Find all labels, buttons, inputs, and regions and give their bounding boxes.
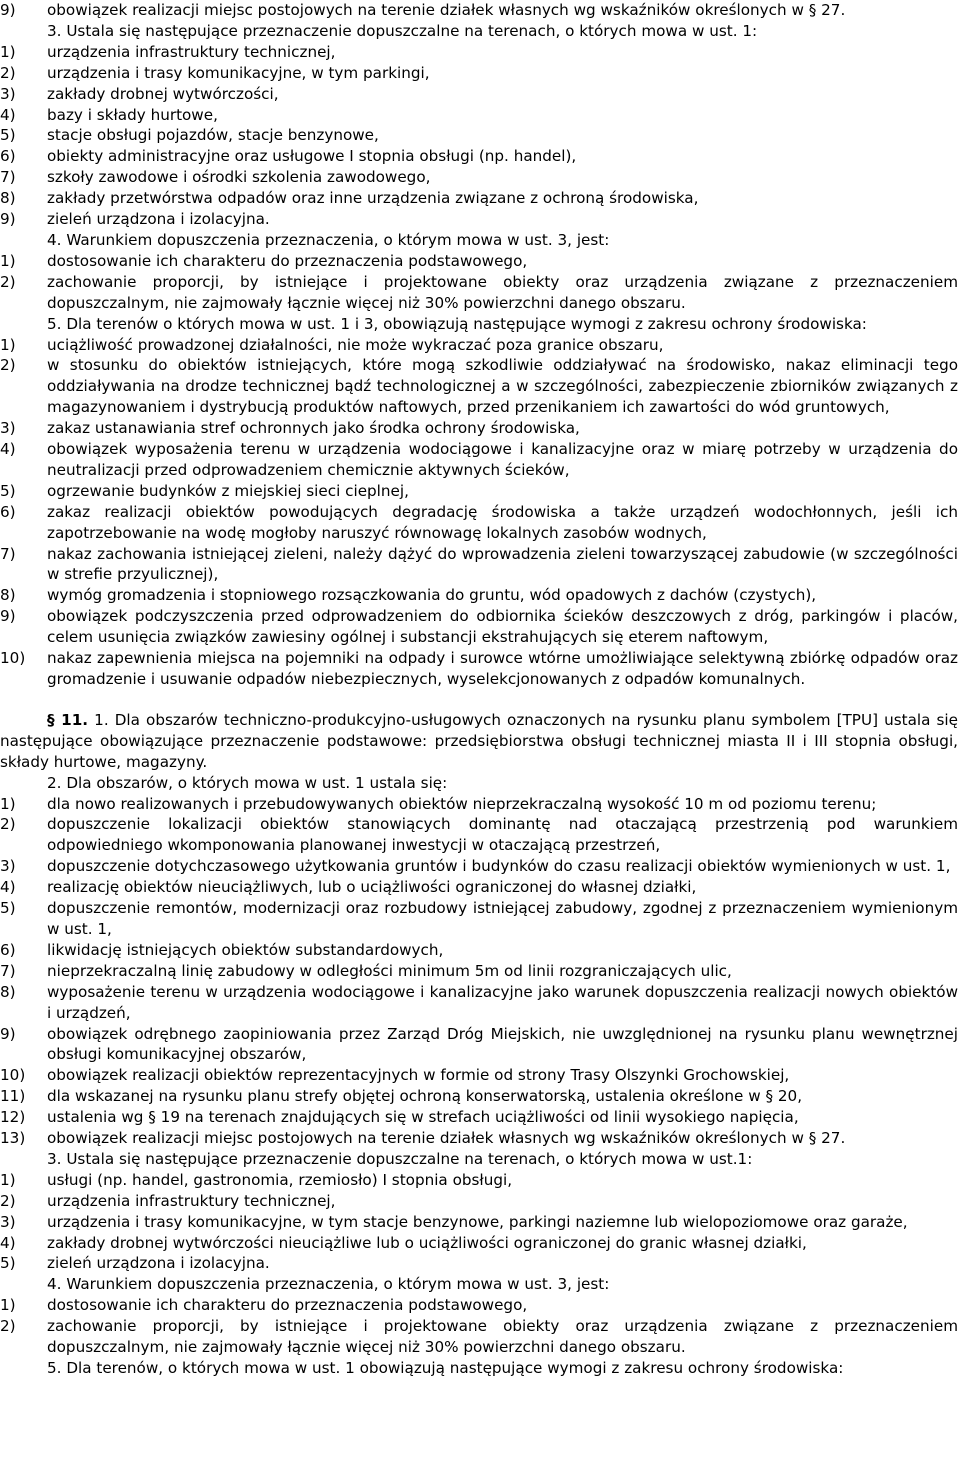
list-item-text: wyposażenie terenu w urządzenia wodociągowe i kanalizacyjne jako warunek dopuszczenia realizacji nowych obiektów i urządzeń, xyxy=(47,982,958,1022)
list-item-number: 4) xyxy=(0,105,16,124)
list-item-text: dopuszczenie lokalizacji obiektów stanowiących dominantę nad otaczającą przestrzenią pod warunkiem odpowiedniego wkomponowania planowanej inwestycji w otaczającą przestrzeń, xyxy=(47,815,958,855)
list-item xyxy=(0,481,958,502)
list-item-number: 7) xyxy=(0,961,16,980)
list-item xyxy=(0,418,958,439)
list-item xyxy=(0,272,958,314)
list-item xyxy=(0,940,958,961)
paragraph: 2. Dla obszarów, o których mowa w ust. 1 ustala się: xyxy=(47,773,448,792)
list-item xyxy=(0,502,958,544)
paragraph: 4. Warunkiem dopuszczenia przeznaczenia, o którym mowa w ust. 3, jest: xyxy=(47,1275,610,1294)
list-item-number: 6) xyxy=(0,502,16,521)
list-item-text: obowiązek realizacji miejsc postojowych na terenie działek własnych wg wskaźników określonych w § 27. xyxy=(47,1129,846,1148)
list-item xyxy=(0,188,958,209)
list-item-text: zakaz ustanawiania stref ochronnych jako środka ochrony środowiska, xyxy=(47,419,580,438)
list-item-number: 6) xyxy=(0,940,16,959)
list-item-text: urządzenia i trasy komunikacyjne, w tym stacje benzynowe, parkingi naziemne lub wielopoziomowe oraz garaże, xyxy=(47,1212,908,1231)
paragraph: 3. Ustala się następujące przeznaczenie dopuszczalne na terenach, o których mowa w ust. 1: xyxy=(47,21,758,40)
list-item-number: 1) xyxy=(0,251,16,270)
list-item-text: realizację obiektów nieuciążliwych, lub o uciążliwości ograniczonej do własnej działki, xyxy=(47,878,697,897)
list-item-text: urządzenia infrastruktury technicznej, xyxy=(47,42,336,61)
list-item xyxy=(0,439,958,481)
list-item-text: dopuszczenie remontów, modernizacji oraz rozbudowy istniejącej zabudowy, zgodnej z przeznaczeniem wymienionym w ust. 1, xyxy=(47,899,958,938)
list-item xyxy=(0,1065,958,1086)
list-item-number: 7) xyxy=(0,168,16,187)
list-item xyxy=(0,84,958,105)
list-item-number: 1) xyxy=(0,794,16,813)
list-item-number: 1) xyxy=(0,1170,16,1189)
list-item-number: 10) xyxy=(0,649,26,668)
list-item-text: w stosunku do obiektów istniejących, które mogą szkodliwie oddziaływać na środowisko, nakaz eliminacji tego oddziaływania na drodze technicznej bądź technologicznej a w szczególności, zabezpieczenie zbiorników związanych z magazynowaniem i dystrybucją produktów naftowych, przed przenikaniem ich zawartości do wód gruntowych, xyxy=(47,356,958,417)
list-item-number: 6) xyxy=(0,147,16,166)
list-item-number: 9) xyxy=(0,1024,16,1043)
list-item-number: 5) xyxy=(0,126,16,145)
list-item-number: 4) xyxy=(0,878,16,897)
list-item xyxy=(0,606,958,648)
list-item xyxy=(0,146,958,167)
list-item-number: 3) xyxy=(0,84,16,103)
list-item-number: 8) xyxy=(0,982,16,1001)
list-item xyxy=(0,125,958,146)
list-item-number: 2) xyxy=(0,356,16,375)
list-item xyxy=(0,1316,958,1358)
list-item xyxy=(0,877,958,898)
list-item-number: 12) xyxy=(0,1108,26,1127)
section-paragraph xyxy=(0,710,958,773)
list-item xyxy=(0,982,958,1024)
list-item xyxy=(0,961,958,982)
list-item-number: 2) xyxy=(0,1191,16,1210)
list-item-text: obowiązek wyposażenia terenu w urządzenia wodociągowe i kanalizacyjne oraz w miarę potrzeby w urządzenia do neutralizacji przed odprowadzeniem chemicznie aktywnych ścieków, xyxy=(47,440,958,479)
list-item-text: obowiązek odrębnego zaopiniowania przez Zarząd Dróg Miejskich, nie uwzględnionej na rysunku planu wewnętrznej obsługi komunikacyjnej obszarów, xyxy=(47,1024,958,1064)
list-item-text: dostosowanie ich charakteru do przeznaczenia podstawowego, xyxy=(47,1296,528,1315)
section-text: 1. Dla obszarów techniczno-produkcyjno-usługowych oznaczonych na rysunku planu symbolem [TPU] ustala się następujące obowiązujące przeznaczenie podstawowe: przedsiębiorstwa obsługi technicznej miasta II i III stopnia obsługi, składy hurtowe, magazyny. xyxy=(0,710,958,771)
list-item xyxy=(0,856,958,877)
list-item-text: obowiązek realizacji obiektów reprezentacyjnych w formie od strony Trasy Olszynki Grochowskiej, xyxy=(47,1066,790,1085)
list-item xyxy=(0,1086,958,1107)
list-item-text: dla nowo realizowanych i przebudowywanych obiektów nieprzekraczalną wysokość 10 m od poziomu terenu; xyxy=(47,794,877,813)
list-item-text: uciążliwość prowadzonej działalności, nie może wykraczać poza granice obszaru, xyxy=(47,335,664,354)
list-item-number: 2) xyxy=(0,63,16,82)
list-item xyxy=(0,1233,958,1254)
list-item xyxy=(0,1212,958,1233)
list-item-number: 3) xyxy=(0,857,16,876)
list-item-text: usługi (np. handel, gastronomia, rzemiosło) I stopnia obsługi, xyxy=(47,1170,513,1189)
list-item xyxy=(0,1253,958,1274)
list-item xyxy=(0,544,958,586)
list-item-number: 3) xyxy=(0,1212,16,1231)
list-item xyxy=(0,814,958,856)
list-item xyxy=(0,42,958,63)
list-item-text: nakaz zapewnienia miejsca na pojemniki na odpady i surowce wtórne umożliwiające selektywną zbiórkę odpadów oraz gromadzenie i usuwanie odpadów niebezpiecznych, wyselekcjonowanych z odpadów komunalnych. xyxy=(47,649,958,688)
list-item-number: 1) xyxy=(0,1296,16,1315)
list-item-text: szkoły zawodowe i ośrodki szkolenia zawodowego, xyxy=(47,168,431,187)
list-item xyxy=(0,251,958,272)
list-item xyxy=(0,898,958,940)
list-item-text: obiekty administracyjne oraz usługowe I stopnia obsługi (np. handel), xyxy=(47,147,577,166)
list-item-number: 5) xyxy=(0,1254,16,1273)
list-item-text: obowiązek podczyszczenia przed odprowadzeniem do odbiornika ścieków deszczowych z dróg, parkingów i placów, celem usunięcia związków zawiesiny ogólnej i substancji ekstrahujących się eterem naftowym, xyxy=(47,607,958,647)
list-item xyxy=(0,648,958,690)
list-item-text: likwidację istniejących obiektów substandardowych, xyxy=(47,940,444,959)
paragraph: 5. Dla terenów o których mowa w ust. 1 i 3, obowiązują następujące wymogi z zakresu ochrony środowiska: xyxy=(47,314,867,333)
list-item xyxy=(0,167,958,188)
list-item-number: 10) xyxy=(0,1066,26,1085)
list-item xyxy=(0,335,958,356)
list-item-number: 3) xyxy=(0,419,16,438)
list-item xyxy=(0,63,958,84)
list-item-number: 9) xyxy=(0,1,16,19)
list-item xyxy=(0,0,958,21)
list-item-text: dla wskazanej na rysunku planu strefy objętej ochroną konserwatorską, ustalenia określone w § 20, xyxy=(47,1087,803,1106)
list-item-text: wymóg gromadzenia i stopniowego rozsączkowania do gruntu, wód opadowych z dachów (czystych), xyxy=(47,586,817,605)
paragraph: 4. Warunkiem dopuszczenia przeznaczenia, o którym mowa w ust. 3, jest: xyxy=(47,230,610,249)
list-item-number: 8) xyxy=(0,586,16,605)
list-item-text: urządzenia i trasy komunikacyjne, w tym parkingi, xyxy=(47,63,430,82)
list-item-number: 13) xyxy=(0,1129,26,1148)
paragraph: 5. Dla terenów, o których mowa w ust. 1 obowiązują następujące wymogi z zakresu ochrony środowiska: xyxy=(47,1359,844,1377)
list-item-number: 1) xyxy=(0,42,16,61)
list-item xyxy=(0,105,958,126)
list-item xyxy=(0,209,958,230)
list-item xyxy=(0,355,958,418)
list-item-text: urządzenia infrastruktury technicznej, xyxy=(47,1191,336,1210)
list-item-number: 8) xyxy=(0,189,16,208)
list-item xyxy=(0,1024,958,1066)
list-item-text: zachowanie proporcji, by istniejące i projektowane obiekty oraz urządzenia związane z przeznaczeniem dopuszczalnym, nie zajmowały łącznie więcej niż 30% powierzchni danego obszaru. xyxy=(47,272,958,312)
list-item-text: zieleń urządzona i izolacyjna. xyxy=(47,1254,270,1273)
list-item-number: 4) xyxy=(0,1233,16,1252)
list-item-text: zakaz realizacji obiektów powodujących degradację środowiska a także urządzeń wodochłonnych, jeśli ich zapotrzebowanie na wodę mogłoby naruszyć równowagę lokalnych zasobów wodnych, xyxy=(47,502,958,542)
list-item-text: nieprzekraczalną linię zabudowy w odległości minimum 5m od linii rozgraniczających ulic, xyxy=(47,961,732,980)
list-item-text: ustalenia wg § 19 na terenach znajdujących się w strefach uciążliwości od linii wysokiego napięcia, xyxy=(47,1108,799,1127)
list-item-text: zachowanie proporcji, by istniejące i projektowane obiekty oraz urządzenia związane z przeznaczeniem dopuszczalnym, nie zajmowały łącznie więcej niż 30% powierzchni danego obszaru. xyxy=(47,1317,958,1357)
list-item-text: zakłady drobnej wytwórczości nieuciążliwe lub o uciążliwości ograniczonej do granic własnej działki, xyxy=(47,1233,807,1252)
list-item-number: 2) xyxy=(0,815,16,834)
list-item-number: 2) xyxy=(0,272,16,291)
list-item xyxy=(0,1191,958,1212)
list-item xyxy=(0,585,958,606)
section-number: § 11. xyxy=(47,710,89,729)
paragraph: 3. Ustala się następujące przeznaczenie dopuszczalne na terenach, o których mowa w ust.1: xyxy=(47,1149,753,1168)
list-item-text: dopuszczenie dotychczasowego użytkowania gruntów i budynków do czasu realizacji obiektów wymienionych w ust. 1, xyxy=(47,857,951,876)
list-item-number: 9) xyxy=(0,210,16,229)
list-item xyxy=(0,1107,958,1128)
list-item-text: obowiązek realizacji miejsc postojowych na terenie działek własnych wg wskaźników określonych w § 27. xyxy=(47,1,846,19)
list-item-number: 2) xyxy=(0,1317,16,1336)
list-item-number: 1) xyxy=(0,335,16,354)
list-item xyxy=(0,1170,958,1191)
list-item xyxy=(0,794,958,815)
list-item xyxy=(0,1295,958,1316)
list-item-text: dostosowanie ich charakteru do przeznaczenia podstawowego, xyxy=(47,251,528,270)
list-item-number: 4) xyxy=(0,440,16,459)
list-item-text: ogrzewanie budynków z miejskiej sieci cieplnej, xyxy=(47,481,409,500)
list-item-text: zieleń urządzona i izolacyjna. xyxy=(47,210,270,229)
list-item-text: bazy i składy hurtowe, xyxy=(47,105,218,124)
list-item-number: 5) xyxy=(0,899,16,918)
list-item-number: 9) xyxy=(0,607,16,626)
list-item-text: nakaz zachowania istniejącej zieleni, należy dążyć do wprowadzenia zieleni towarzyszącej zabudowie (w szczególności w strefie przyulicznej), xyxy=(47,544,958,584)
list-item-text: zakłady drobnej wytwórczości, xyxy=(47,84,279,103)
list-item-text: zakłady przetwórstwa odpadów oraz inne urządzenia związane z ochroną środowiska, xyxy=(47,189,699,208)
list-item-number: 5) xyxy=(0,481,16,500)
list-item-number: 11) xyxy=(0,1087,26,1106)
list-item-number: 7) xyxy=(0,544,16,563)
list-item xyxy=(0,1128,958,1149)
list-item-text: stacje obsługi pojazdów, stacje benzynowe, xyxy=(47,126,379,145)
